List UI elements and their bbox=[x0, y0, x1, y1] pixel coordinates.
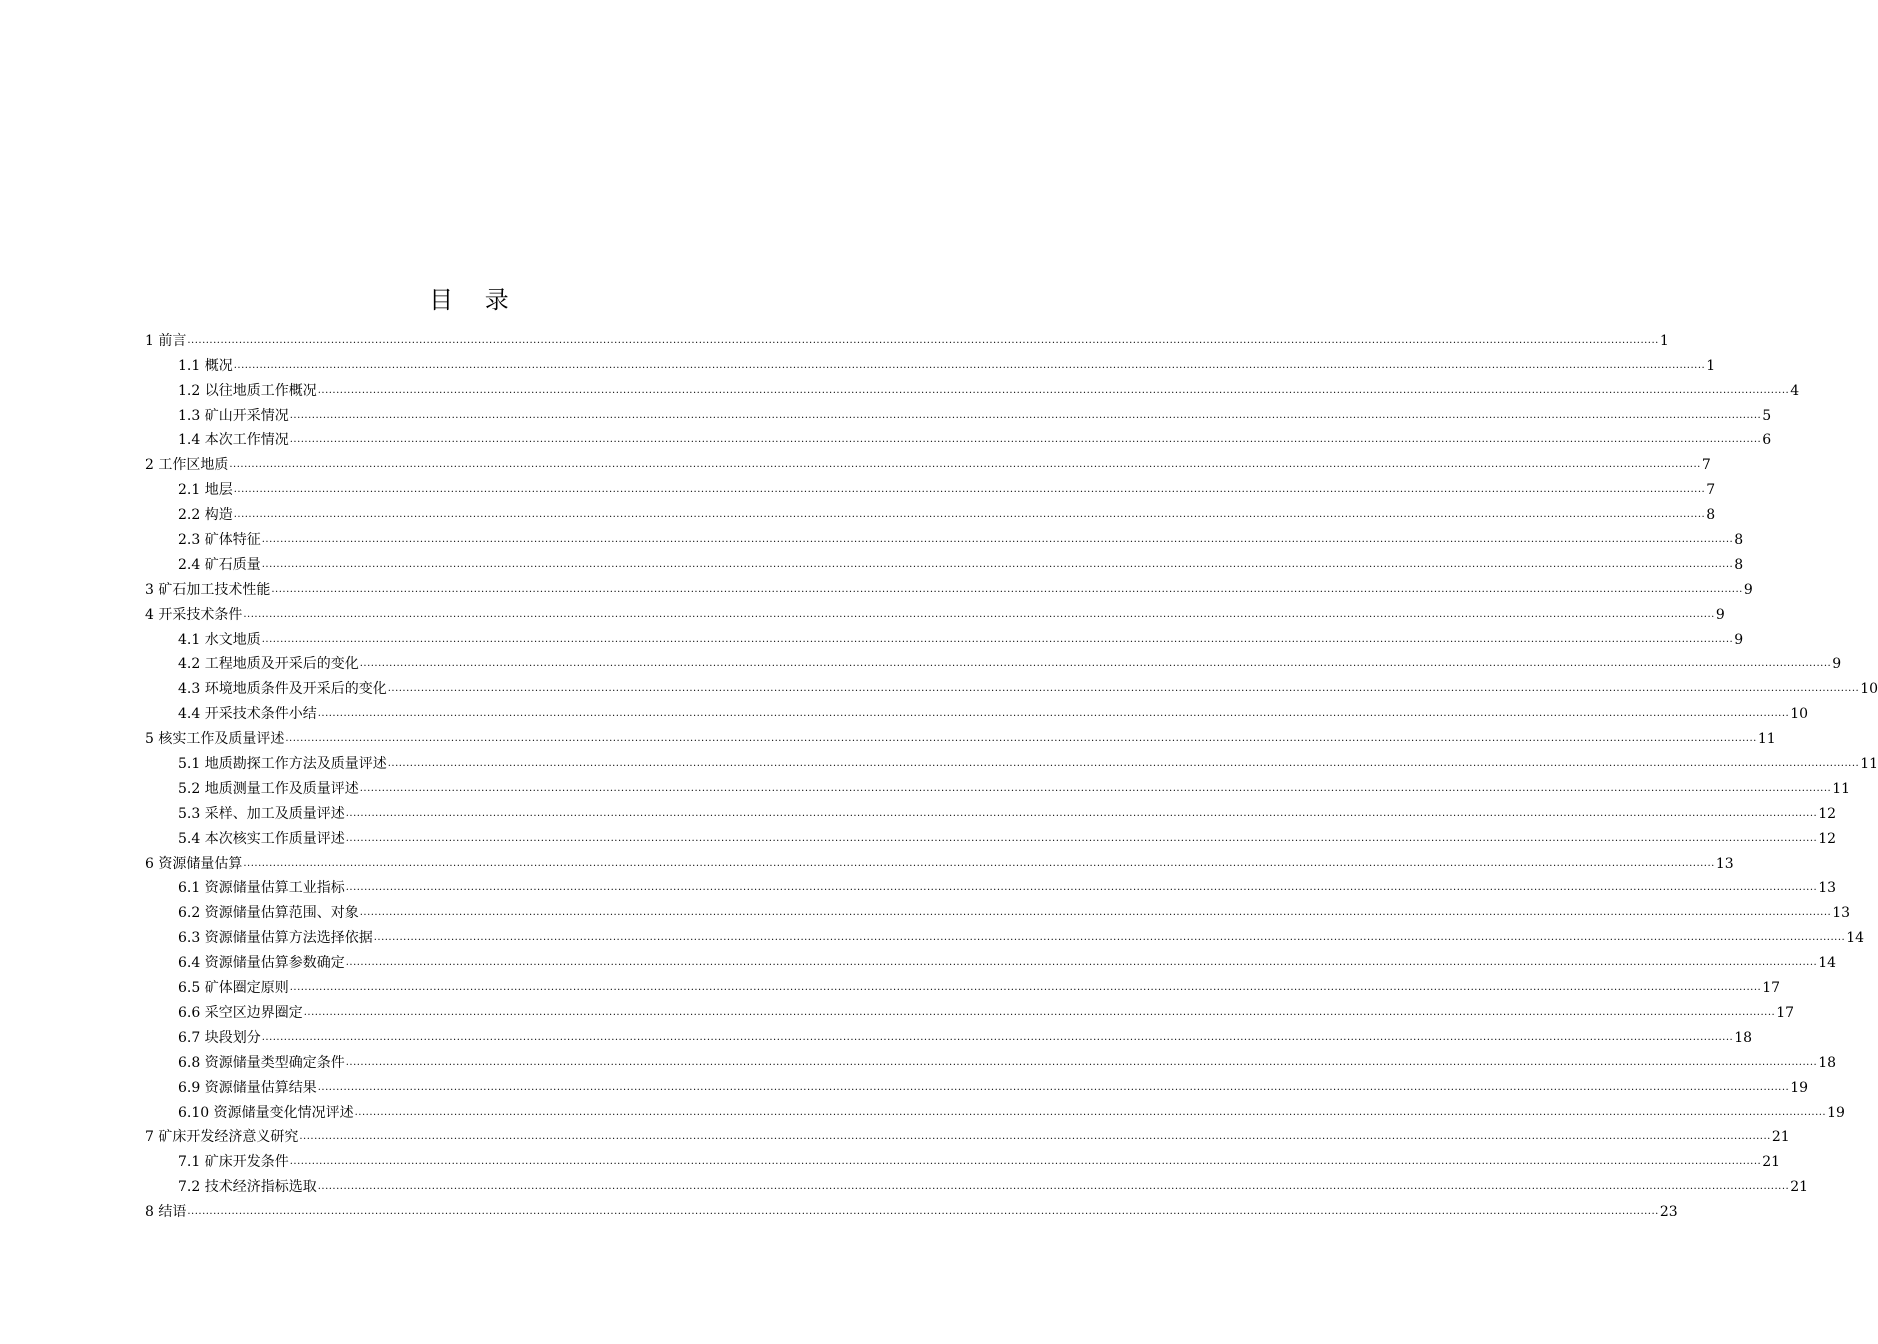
toc-entry-section[interactable] bbox=[178, 947, 1837, 972]
toc-entry-label: 2.4 矿石质量 bbox=[178, 556, 261, 573]
toc-entry-label: 1.3 矿山开采情况 bbox=[178, 407, 289, 424]
toc-entry-chapter[interactable] bbox=[145, 1196, 1678, 1221]
toc-dot-leader: ................................................................................................................................................................................................................................................................................................................................................................................................................ bbox=[345, 807, 1818, 819]
toc-dot-leader: ................................................................................................................................................................................................................................................................................................................................................................................................................ bbox=[289, 434, 1762, 446]
toc-entry-label: 7.1 矿床开发条件 bbox=[178, 1154, 289, 1171]
toc-dot-leader: ................................................................................................................................................................................................................................................................................................................................................................................................................ bbox=[233, 484, 1706, 496]
toc-entry-label: 6.4 资源储量估算参数确定 bbox=[178, 955, 345, 972]
toc-entry-section[interactable] bbox=[178, 1072, 1809, 1097]
toc-dot-leader: ................................................................................................................................................................................................................................................................................................................................................................................................................ bbox=[345, 832, 1818, 844]
toc-dot-leader: ................................................................................................................................................................................................................................................................................................................................................................................................................ bbox=[289, 982, 1762, 994]
toc-dot-leader: ................................................................................................................................................................................................................................................................................................................................................................................................................ bbox=[187, 334, 1659, 346]
toc-entry-section[interactable] bbox=[178, 549, 1744, 574]
toc-dot-leader: ................................................................................................................................................................................................................................................................................................................................................................................................................ bbox=[354, 1106, 1827, 1118]
toc-entry-label: 5.1 地质勘探工作方法及质量评述 bbox=[178, 756, 387, 773]
toc-entry-label: 7.2 技术经济指标选取 bbox=[178, 1179, 317, 1196]
toc-page-number: 7 bbox=[1706, 482, 1716, 499]
toc-page-number: 21 bbox=[1790, 1179, 1809, 1196]
toc-entry-chapter[interactable] bbox=[145, 848, 1734, 873]
toc-page-number: 1 bbox=[1706, 357, 1716, 374]
toc-entry-section[interactable] bbox=[178, 823, 1837, 848]
toc-entry-section[interactable] bbox=[178, 474, 1716, 499]
toc-entry-chapter[interactable] bbox=[145, 723, 1776, 748]
toc-dot-leader: ................................................................................................................................................................................................................................................................................................................................................................................................................ bbox=[387, 758, 1860, 770]
toc-page-number: 11 bbox=[1860, 756, 1878, 773]
toc-entry-section[interactable] bbox=[178, 350, 1716, 375]
toc-entry-chapter[interactable] bbox=[145, 449, 1711, 474]
toc-dot-leader: ................................................................................................................................................................................................................................................................................................................................................................................................................ bbox=[233, 359, 1706, 371]
toc-dot-leader: ................................................................................................................................................................................................................................................................................................................................................................................................................ bbox=[261, 633, 1734, 645]
toc-entry-section[interactable] bbox=[178, 922, 1865, 947]
toc-dot-leader: ................................................................................................................................................................................................................................................................................................................................................................................................................ bbox=[387, 683, 1860, 695]
page-title: 目 录 bbox=[429, 286, 521, 314]
toc-page-number: 9 bbox=[1832, 656, 1842, 673]
toc-dot-leader: ................................................................................................................................................................................................................................................................................................................................................................................................................ bbox=[243, 608, 1715, 620]
toc-entry-label: 6.6 采空区边界圈定 bbox=[178, 1004, 303, 1021]
toc-entry-section[interactable] bbox=[178, 400, 1772, 425]
toc-entry-label: 1.1 概况 bbox=[178, 357, 233, 374]
toc-dot-leader: ................................................................................................................................................................................................................................................................................................................................................................................................................ bbox=[229, 459, 1701, 471]
toc-dot-leader: ................................................................................................................................................................................................................................................................................................................................................................................................................ bbox=[285, 733, 1757, 745]
toc-page-number: 9 bbox=[1715, 606, 1725, 623]
toc-dot-leader: ................................................................................................................................................................................................................................................................................................................................................................................................................ bbox=[345, 1056, 1818, 1068]
toc-page-number: 13 bbox=[1832, 905, 1851, 922]
toc-entry-section[interactable] bbox=[178, 748, 1878, 773]
toc-entry-label: 1.4 本次工作情况 bbox=[178, 432, 289, 449]
toc-page-number: 12 bbox=[1818, 830, 1837, 847]
toc-entry-label: 6.7 块段划分 bbox=[178, 1029, 261, 1046]
toc-entry-section[interactable] bbox=[178, 524, 1744, 549]
toc-entry-section[interactable] bbox=[178, 897, 1851, 922]
toc-dot-leader: ................................................................................................................................................................................................................................................................................................................................................................................................................ bbox=[359, 907, 1832, 919]
toc-page-number: 13 bbox=[1715, 855, 1734, 872]
toc-page-number: 10 bbox=[1860, 681, 1878, 698]
toc-dot-leader: ................................................................................................................................................................................................................................................................................................................................................................................................................ bbox=[317, 708, 1790, 720]
toc-entry-label: 4.1 水文地质 bbox=[178, 631, 261, 648]
toc-page-number: 19 bbox=[1790, 1079, 1809, 1096]
toc-entry-section[interactable] bbox=[178, 1171, 1809, 1196]
toc-dot-leader: ................................................................................................................................................................................................................................................................................................................................................................................................................ bbox=[243, 857, 1715, 869]
toc-entry-label: 6.1 资源储量估算工业指标 bbox=[178, 880, 345, 897]
toc-page-number: 14 bbox=[1846, 930, 1865, 947]
toc-entry-label: 1.2 以往地质工作概况 bbox=[178, 382, 317, 399]
toc-page-number: 18 bbox=[1734, 1029, 1753, 1046]
toc-entry-section[interactable] bbox=[178, 798, 1837, 823]
toc-entry-label: 1 前言 bbox=[145, 332, 187, 349]
toc-page-number: 9 bbox=[1734, 631, 1744, 648]
toc-page-number: 11 bbox=[1832, 780, 1851, 797]
toc-entry-label: 7 矿床开发经济意义研究 bbox=[145, 1129, 299, 1146]
toc-page-number: 6 bbox=[1762, 432, 1772, 449]
toc-entry-section[interactable] bbox=[178, 624, 1744, 649]
toc-entry-chapter[interactable] bbox=[145, 574, 1753, 599]
toc-dot-leader: ................................................................................................................................................................................................................................................................................................................................................................................................................ bbox=[271, 583, 1743, 595]
toc-entry-label: 6.10 资源储量变化情况评述 bbox=[178, 1104, 354, 1121]
toc-dot-leader: ................................................................................................................................................................................................................................................................................................................................................................................................................ bbox=[261, 534, 1734, 546]
toc-page-number: 7 bbox=[1701, 457, 1711, 474]
toc-entry-section[interactable] bbox=[178, 1097, 1845, 1122]
toc-page-number: 14 bbox=[1818, 955, 1837, 972]
toc-page-number: 18 bbox=[1818, 1054, 1837, 1071]
toc-entry-section[interactable] bbox=[178, 499, 1716, 524]
toc-entry-label: 2 工作区地质 bbox=[145, 457, 229, 474]
toc-entry-chapter[interactable] bbox=[145, 599, 1725, 624]
toc-entry-section[interactable] bbox=[178, 972, 1781, 997]
toc-entry-chapter[interactable] bbox=[145, 325, 1669, 350]
toc-entry-section[interactable] bbox=[178, 873, 1837, 898]
toc-entry-label: 8 结语 bbox=[145, 1204, 187, 1221]
toc-entry-label: 4.3 环境地质条件及开采后的变化 bbox=[178, 681, 387, 698]
toc-page-number: 21 bbox=[1771, 1129, 1790, 1146]
toc-dot-leader: ................................................................................................................................................................................................................................................................................................................................................................................................................ bbox=[317, 1181, 1790, 1193]
toc-page-number: 10 bbox=[1790, 706, 1809, 723]
toc-entry-chapter[interactable] bbox=[145, 1122, 1790, 1147]
toc-entry-section[interactable] bbox=[178, 773, 1851, 798]
toc-dot-leader: ................................................................................................................................................................................................................................................................................................................................................................................................................ bbox=[187, 1206, 1659, 1218]
toc-dot-leader: ................................................................................................................................................................................................................................................................................................................................................................................................................ bbox=[345, 957, 1818, 969]
toc-page-number: 12 bbox=[1818, 805, 1837, 822]
toc-entry-label: 5.3 采样、加工及质量评述 bbox=[178, 805, 345, 822]
toc-entry-label: 3 矿石加工技术性能 bbox=[145, 581, 271, 598]
toc-entry-label: 5.2 地质测量工作及质量评述 bbox=[178, 780, 359, 797]
toc-dot-leader: ................................................................................................................................................................................................................................................................................................................................................................................................................ bbox=[261, 1031, 1734, 1043]
toc-page-number: 11 bbox=[1757, 731, 1776, 748]
toc-page-number: 17 bbox=[1776, 1004, 1795, 1021]
toc-entry-section[interactable] bbox=[178, 673, 1878, 698]
toc-entry-label: 4 开采技术条件 bbox=[145, 606, 243, 623]
toc-page-number: 23 bbox=[1659, 1204, 1678, 1221]
toc-dot-leader: ................................................................................................................................................................................................................................................................................................................................................................................................................ bbox=[299, 1131, 1771, 1143]
toc-page-number: 4 bbox=[1790, 382, 1800, 399]
toc-entry-label: 2.1 地层 bbox=[178, 482, 233, 499]
toc-page-number: 8 bbox=[1734, 556, 1744, 573]
toc-dot-leader: ................................................................................................................................................................................................................................................................................................................................................................................................................ bbox=[289, 1156, 1762, 1168]
toc-entry-section[interactable] bbox=[178, 1022, 1753, 1047]
toc-entry-label: 6.5 矿体圈定原则 bbox=[178, 980, 289, 997]
toc-dot-leader: ................................................................................................................................................................................................................................................................................................................................................................................................................ bbox=[289, 409, 1762, 421]
toc-page-number: 21 bbox=[1762, 1154, 1781, 1171]
toc-entry-label: 5.4 本次核实工作质量评述 bbox=[178, 830, 345, 847]
toc-entry-label: 6.8 资源储量类型确定条件 bbox=[178, 1054, 345, 1071]
toc-page-number: 13 bbox=[1818, 880, 1837, 897]
toc-dot-leader: ................................................................................................................................................................................................................................................................................................................................................................................................................ bbox=[261, 558, 1734, 570]
toc-dot-leader: ................................................................................................................................................................................................................................................................................................................................................................................................................ bbox=[373, 932, 1846, 944]
toc-entry-label: 2.3 矿体特征 bbox=[178, 532, 261, 549]
toc-page-number: 8 bbox=[1706, 507, 1716, 524]
toc-entry-section[interactable] bbox=[178, 649, 1842, 674]
toc-entry-section[interactable] bbox=[178, 1047, 1837, 1072]
toc-dot-leader: ................................................................................................................................................................................................................................................................................................................................................................................................................ bbox=[317, 384, 1790, 396]
toc-dot-leader: ................................................................................................................................................................................................................................................................................................................................................................................................................ bbox=[303, 1006, 1776, 1018]
toc-page-number: 19 bbox=[1827, 1104, 1845, 1121]
toc-entry-section[interactable] bbox=[178, 375, 1800, 400]
toc-entry-label: 5 核实工作及质量评述 bbox=[145, 731, 285, 748]
toc-entry-label: 6.9 资源储量估算结果 bbox=[178, 1079, 317, 1096]
table-of-contents bbox=[0, 325, 1878, 1221]
toc-entry-section[interactable] bbox=[178, 997, 1795, 1022]
toc-entry-section[interactable] bbox=[178, 425, 1772, 450]
toc-dot-leader: ................................................................................................................................................................................................................................................................................................................................................................................................................ bbox=[359, 782, 1832, 794]
toc-page-number: 1 bbox=[1659, 332, 1669, 349]
toc-entry-label: 6.2 资源储量估算范围、对象 bbox=[178, 905, 359, 922]
toc-page-number: 5 bbox=[1762, 407, 1772, 424]
toc-dot-leader: ................................................................................................................................................................................................................................................................................................................................................................................................................ bbox=[317, 1081, 1790, 1093]
toc-page-number: 9 bbox=[1743, 581, 1753, 598]
toc-dot-leader: ................................................................................................................................................................................................................................................................................................................................................................................................................ bbox=[233, 509, 1706, 521]
toc-entry-label: 4.2 工程地质及开采后的变化 bbox=[178, 656, 359, 673]
toc-entry-label: 4.4 开采技术条件小结 bbox=[178, 706, 317, 723]
toc-entry-section[interactable] bbox=[178, 698, 1809, 723]
toc-entry-label: 2.2 构造 bbox=[178, 507, 233, 524]
toc-entry-label: 6.3 资源储量估算方法选择依据 bbox=[178, 930, 373, 947]
toc-dot-leader: ................................................................................................................................................................................................................................................................................................................................................................................................................ bbox=[359, 658, 1832, 670]
toc-entry-section[interactable] bbox=[178, 1146, 1781, 1171]
toc-entry-label: 6 资源储量估算 bbox=[145, 855, 243, 872]
toc-page-number: 17 bbox=[1762, 980, 1781, 997]
toc-dot-leader: ................................................................................................................................................................................................................................................................................................................................................................................................................ bbox=[345, 882, 1818, 894]
toc-page-number: 8 bbox=[1734, 532, 1744, 549]
